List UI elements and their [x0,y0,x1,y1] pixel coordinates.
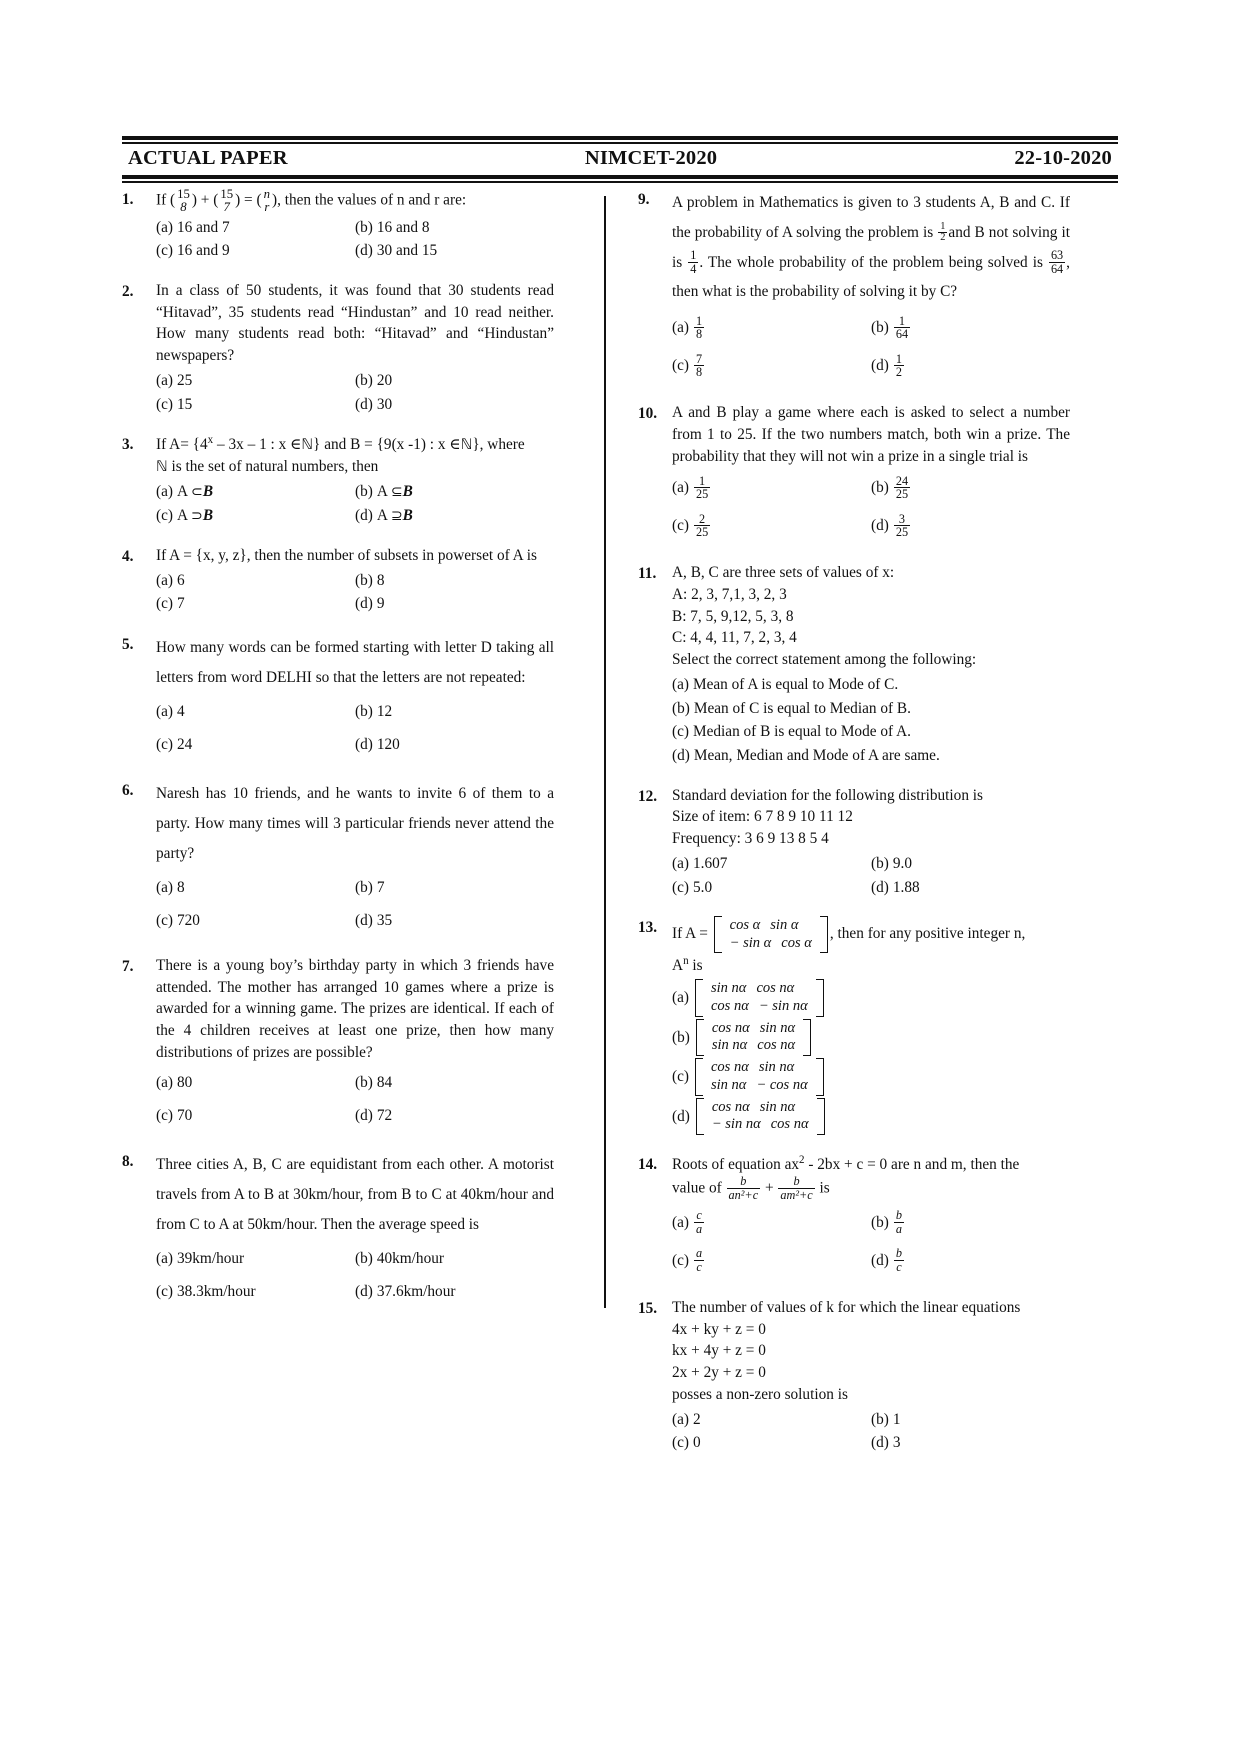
option-c[interactable]: (c) Median of B is equal to Mode of A. [672,723,911,741]
option-fraction: $\frac{1}{25}$ [695,473,709,502]
q3-line1-post: }, where [472,436,525,454]
options-q13 [672,979,1070,1137]
options-q11 [672,673,1070,768]
option-a[interactable]: (a) 1.607 [672,854,728,872]
option-fraction: $\frac{7}{8}$ [695,351,703,379]
matrix-A: cos α sin α − sin α cos α [714,916,828,953]
option-b[interactable]: (b) $\frac{1}{64}$ [871,313,909,342]
option-fraction: $\frac{c}{a}$ [695,1208,703,1236]
question-text: In a class of 50 students, it was found that 30 students read “Hitavad”, 35 students read “Hindustan” and 10 read neither. How many students read both: “Hitavad” and “Hindustan” newspapers? [156,282,554,365]
q3-line1-mid2: } and B = {9(x -1) : x ∈ [313,436,461,454]
question-text: Three cities A, B, C are equidistant from each other. A motorist travels from A to B at 30km/hour, from B to C at 40km/hour and from C to A at 50km/hour. Then the average speed is [156,1156,554,1233]
question-text: If A = {x, y, z}, then the number of subsets in powerset of A is [156,546,537,564]
q15-line-1: The number of values of k for which the linear equations [672,1298,1021,1316]
q15-equation-3: 2x + 2y + z = 0 [672,1364,766,1382]
question-1 [122,188,554,263]
option-d[interactable]: (d) Mean, Median and Mode of A are same. [672,746,940,764]
q15-equation-2: kx + 4y + z = 0 [672,1342,766,1360]
question-number: 11. [638,565,657,583]
question-number: 1. [122,191,134,208]
superset-icon: ⊃ [191,507,203,524]
option-d[interactable]: (d) 35 [355,912,393,930]
question-text [672,188,1070,307]
q15-equation-1: 4x + ky + z = 0 [672,1320,766,1338]
option-b[interactable]: (b) 84 [355,1073,393,1091]
q14-line2: value of $\frac{b}{\text{an²+c}}$ + $\frac{b}{\text{am²+c}}$ is [672,1174,830,1202]
option-a[interactable]: (a) 6 [156,571,185,589]
option-fraction: $\frac{1}{2}$ [895,351,902,379]
question-number: 7. [122,958,134,976]
q3-exponent: x [207,434,214,447]
q9-seg4: , then what is the probability of solving it by C? [672,253,1070,301]
q15-line-closing: posses a non-zero solution is [672,1385,848,1403]
q11-line-set-c: C: 4, 4, 11, 7, 2, 3, 4 [672,629,797,647]
q9-seg1: A problem in Mathematics is given to 3 students A, B and C. If the probability of A solving the problem is [672,194,1070,241]
option-fraction: $\frac{1}{64}$ [895,313,909,342]
question-8 [122,1150,554,1309]
question-number: 10. [638,405,658,423]
question-13 [638,916,1070,1136]
question-number: 12. [638,787,658,805]
q13-seg1: If A = [672,925,712,943]
option-d[interactable]: (d) $\frac{b}{c}$ [871,1246,902,1274]
question-text [672,916,1070,976]
option-fraction: $\frac{2}{25}$ [695,511,709,540]
option-matrix: cos nα sin nα − sin nα cos nα [696,1098,825,1135]
option-b[interactable]: (b) Mean of C is equal to Median of B. [672,699,911,717]
binomial-15-7: 15 7 [220,187,234,214]
option-c[interactable]: (c) $\frac{a}{c}$ [672,1246,703,1274]
question-text: Naresh has 10 friends, and he wants to invite 6 of them to a party. How many times will 3 particular friends never attend the party? [156,785,554,862]
q9-seg3: . The whole probability of the problem being solved is [699,253,1048,271]
options-q5 [156,695,554,762]
option-c[interactable]: (c) 16 and 9 [156,242,230,260]
option-a[interactable]: (a) 2 [672,1410,701,1428]
option-a[interactable]: (a) 39km/hour [156,1249,245,1267]
option-d[interactable]: (d) cos nα sin nα − sin nα cos nα [672,1097,1070,1136]
question-10 [638,402,1070,545]
options-q10 [672,469,1070,545]
option-b[interactable]: (b) 1 [871,1410,901,1428]
fraction-one-half: $\frac{1}{2}$ [940,220,946,244]
option-b[interactable]: (b) 20 [355,371,393,389]
subset-icon: ⊂ [191,483,203,500]
option-b[interactable]: (b) $\frac{24}{25}$ [871,473,909,502]
option-c[interactable]: (c) 5.0 [672,878,713,896]
question-text [156,188,554,214]
option-c[interactable]: (c) 38.3km/hour [156,1283,256,1301]
option-b[interactable]: (b) 9.0 [871,854,912,872]
option-fraction: $\frac{b}{a}$ [895,1208,902,1236]
options-q14 [672,1204,1070,1280]
fraction-b-over-am2c: $\frac{b}{\text{am²+c}}$ [780,1174,813,1202]
options-q8 [156,1242,554,1309]
option-d[interactable]: (d) 37.6km/hour [355,1283,456,1301]
fraction-b-over-an2c: $\frac{b}{\text{an²+c}}$ [728,1174,759,1202]
page-header [122,136,1118,183]
option-c[interactable]: (c) $\frac{2}{25}$ [672,511,709,540]
option-fraction: $\frac{1}{8}$ [695,313,703,342]
binomial-n-r: n r [263,187,270,214]
option-b[interactable]: (b) $\frac{b}{a}$ [871,1208,902,1236]
option-c[interactable]: (c) 720 [156,912,200,930]
question-number: 15. [638,1299,658,1317]
option-a[interactable]: (a) $\frac{1}{8}$ [672,313,703,342]
option-d[interactable]: (d) $\frac{1}{2}$ [871,351,902,379]
options-q1 [156,216,554,263]
option-d[interactable]: (d) 30 and 15 [355,242,438,260]
q13-exponent-n: n [683,954,689,967]
superset-or-equal-icon: ⊇ [390,507,403,524]
options-q3 [156,480,554,528]
question-columns [122,187,1118,1452]
q1-mid1: ) + ( [191,191,219,209]
header-bar [122,144,1118,175]
fraction-63-64: $\frac{63}{64}$ [1050,248,1064,276]
question-number: 4. [122,547,134,565]
question-text [156,433,554,478]
options-q15 [672,1408,1070,1455]
option-c[interactable]: (c) $\frac{7}{8}$ [672,351,703,379]
option-c[interactable]: (c) 15 [156,395,193,413]
option-c[interactable]: (c) 7 [156,595,185,613]
question-3 [122,433,554,528]
option-b[interactable]: (b) 7 [355,878,385,896]
option-matrix: cos nα sin nα sin nα − cos nα [695,1058,824,1095]
q9-seg2: and B not solving it is [672,223,1070,271]
option-b[interactable]: (b) A ⊆B [355,482,413,500]
options-q9 [672,309,1070,385]
options-q2 [156,369,554,416]
option-b[interactable]: (b) 12 [355,702,393,720]
q14-exponent: 2 [799,1154,805,1167]
question-15 [638,1297,1070,1455]
option-c[interactable]: (c) cos nα sin nα sin nα − cos nα [672,1057,1070,1096]
option-c[interactable]: (c) A ⊃B [156,506,214,524]
option-d[interactable]: (d) 120 [355,736,400,754]
question-number: 3. [122,436,134,454]
options-q4 [156,569,554,616]
fraction-one-fourth: $\frac{1}{4}$ [690,248,697,276]
option-matrix: cos nα sin nα sin nα cos nα [696,1019,811,1056]
right-column [638,188,1070,1452]
option-a[interactable]: (a) A ⊂B [156,482,214,500]
question-text: There is a young boy’s birthday party in which 3 friends have attended. The mother has arranged 10 games where a prize is awarded for a winning game. The prizes are identical. If each of the 4 children receives at least one prize, then how many distributions of prizes are possible? [156,957,554,1061]
option-d[interactable]: (d) 9 [355,595,385,613]
q14-seg1-pre: Roots of equation ax [672,1156,800,1174]
options-q6 [156,871,554,938]
q12-line-size: Size of item: 6 7 8 9 10 11 12 [672,808,853,826]
q14-seg1-post: - 2bx + c = 0 are n and m, then the [804,1156,1020,1174]
question-text: How many words can be formed starting with letter D taking all letters from word DELHI so that the letters are not repeated: [156,639,554,686]
natural-numbers-symbol: ℕ [301,437,314,454]
question-11 [638,562,1070,767]
option-a[interactable]: (a) $\frac{c}{a}$ [672,1208,703,1236]
option-fraction: $\frac{24}{25}$ [895,473,909,502]
option-b[interactable]: (b) 40km/hour [355,1249,444,1267]
option-d[interactable]: (d) $\frac{3}{25}$ [871,511,909,540]
natural-numbers-symbol: ℕ [156,459,168,476]
header-rule-bottom-thin [122,181,1118,183]
header-rule-top-thick [122,136,1118,140]
option-b[interactable]: (b) 8 [355,571,385,589]
question-number: 5. [122,636,134,653]
question-4 [122,545,554,616]
q3-line1-mid: – 3x – 1 : x ∈ [213,436,302,454]
option-a[interactable]: (a) 80 [156,1073,193,1091]
option-fraction: $\frac{b}{c}$ [895,1246,902,1274]
question-9 [638,188,1070,385]
question-text [672,1153,1070,1202]
option-d[interactable]: (d) 1.88 [871,878,920,896]
q11-line-instruction: Select the correct statement among the following: [672,651,977,669]
question-6 [122,779,554,938]
option-fraction: $\frac{3}{25}$ [895,511,909,540]
q12-line-1: Standard deviation for the following distribution is [672,786,983,804]
option-c[interactable]: (c) 24 [156,736,193,754]
q13-line2: $A^n$ is [672,954,703,974]
option-c[interactable]: (c) 70 [156,1107,193,1125]
option-b[interactable]: (b) 16 and 8 [355,218,430,236]
header-exam-title: NIMCET-2020 [584,147,718,169]
q3-line1-pre: If A= {4 [156,436,208,454]
column-divider [604,196,606,1308]
option-a[interactable]: (a) 4 [156,702,185,720]
option-d[interactable]: (d) 3 [871,1434,901,1452]
option-a[interactable]: (a) $\frac{1}{25}$ [672,473,709,502]
question-text [672,1297,1070,1406]
option-d[interactable]: (d) A ⊇B [355,506,413,524]
q1-mid2: ) = ( [235,191,262,209]
question-number: 6. [122,782,134,800]
q11-line-1: A, B, C are three sets of values of x: [672,564,895,582]
q1-pre: If ( [156,191,176,209]
question-5 [122,633,554,762]
subset-or-equal-icon: ⊆ [390,483,403,500]
option-c[interactable]: (c) 0 [672,1434,701,1452]
option-b[interactable]: (b) cos nα sin nα sin nα cos nα [672,1018,1070,1057]
question-7 [122,955,554,1133]
q1-post: ), then the values of n and r are: [272,191,467,209]
header-left-label: ACTUAL PAPER [128,147,288,169]
question-2 [122,280,554,416]
q11-line-set-b: B: 7, 5, 9,12, 5, 3, 8 [672,607,794,625]
options-q12 [672,852,1070,899]
option-d[interactable]: (d) 72 [355,1107,393,1125]
question-number: 9. [638,191,650,208]
options-q7 [156,1066,554,1133]
option-fraction: $\frac{a}{c}$ [695,1246,703,1274]
binomial-15-8: 15 8 [177,187,190,214]
option-d[interactable]: (d) 30 [355,395,393,413]
q11-line-set-a: A: 2, 3, 7,1, 3, 2, 3 [672,585,787,603]
option-a[interactable]: (a) Mean of A is equal to Mode of C. [672,675,899,693]
q13-seg2: , then for any positive integer n, [829,925,1026,943]
question-number: 2. [122,283,134,301]
question-12 [638,785,1070,900]
question-14 [638,1153,1070,1280]
question-text [672,562,1070,671]
option-a[interactable]: (a) sin nα cos nα cos nα − sin nα [672,979,1070,1018]
question-number: 8. [122,1153,134,1171]
header-rule-bottom-thick [122,175,1118,179]
option-matrix: sin nα cos nα cos nα − sin nα [695,979,824,1016]
question-text [672,785,1070,850]
q12-line-frequency: Frequency: 3 6 9 13 8 5 4 [672,830,829,848]
q3-line2: ℕ is the set of natural numbers, then [156,458,379,476]
header-exam-date: 22-10-2020 [1014,147,1112,169]
option-a[interactable]: (a) 25 [156,371,193,389]
option-a[interactable]: (a) 16 and 7 [156,218,230,236]
option-a[interactable]: (a) 8 [156,878,185,896]
question-text: A and B play a game where each is asked to select a number from 1 to 25. If the two numbers match, both win a prize. The probability that they will not win a prize in a single trial is [672,404,1070,465]
question-number: 14. [638,1156,658,1174]
natural-numbers-symbol: ℕ [460,437,473,454]
left-column [122,188,572,1308]
question-number: 13. [638,919,658,937]
